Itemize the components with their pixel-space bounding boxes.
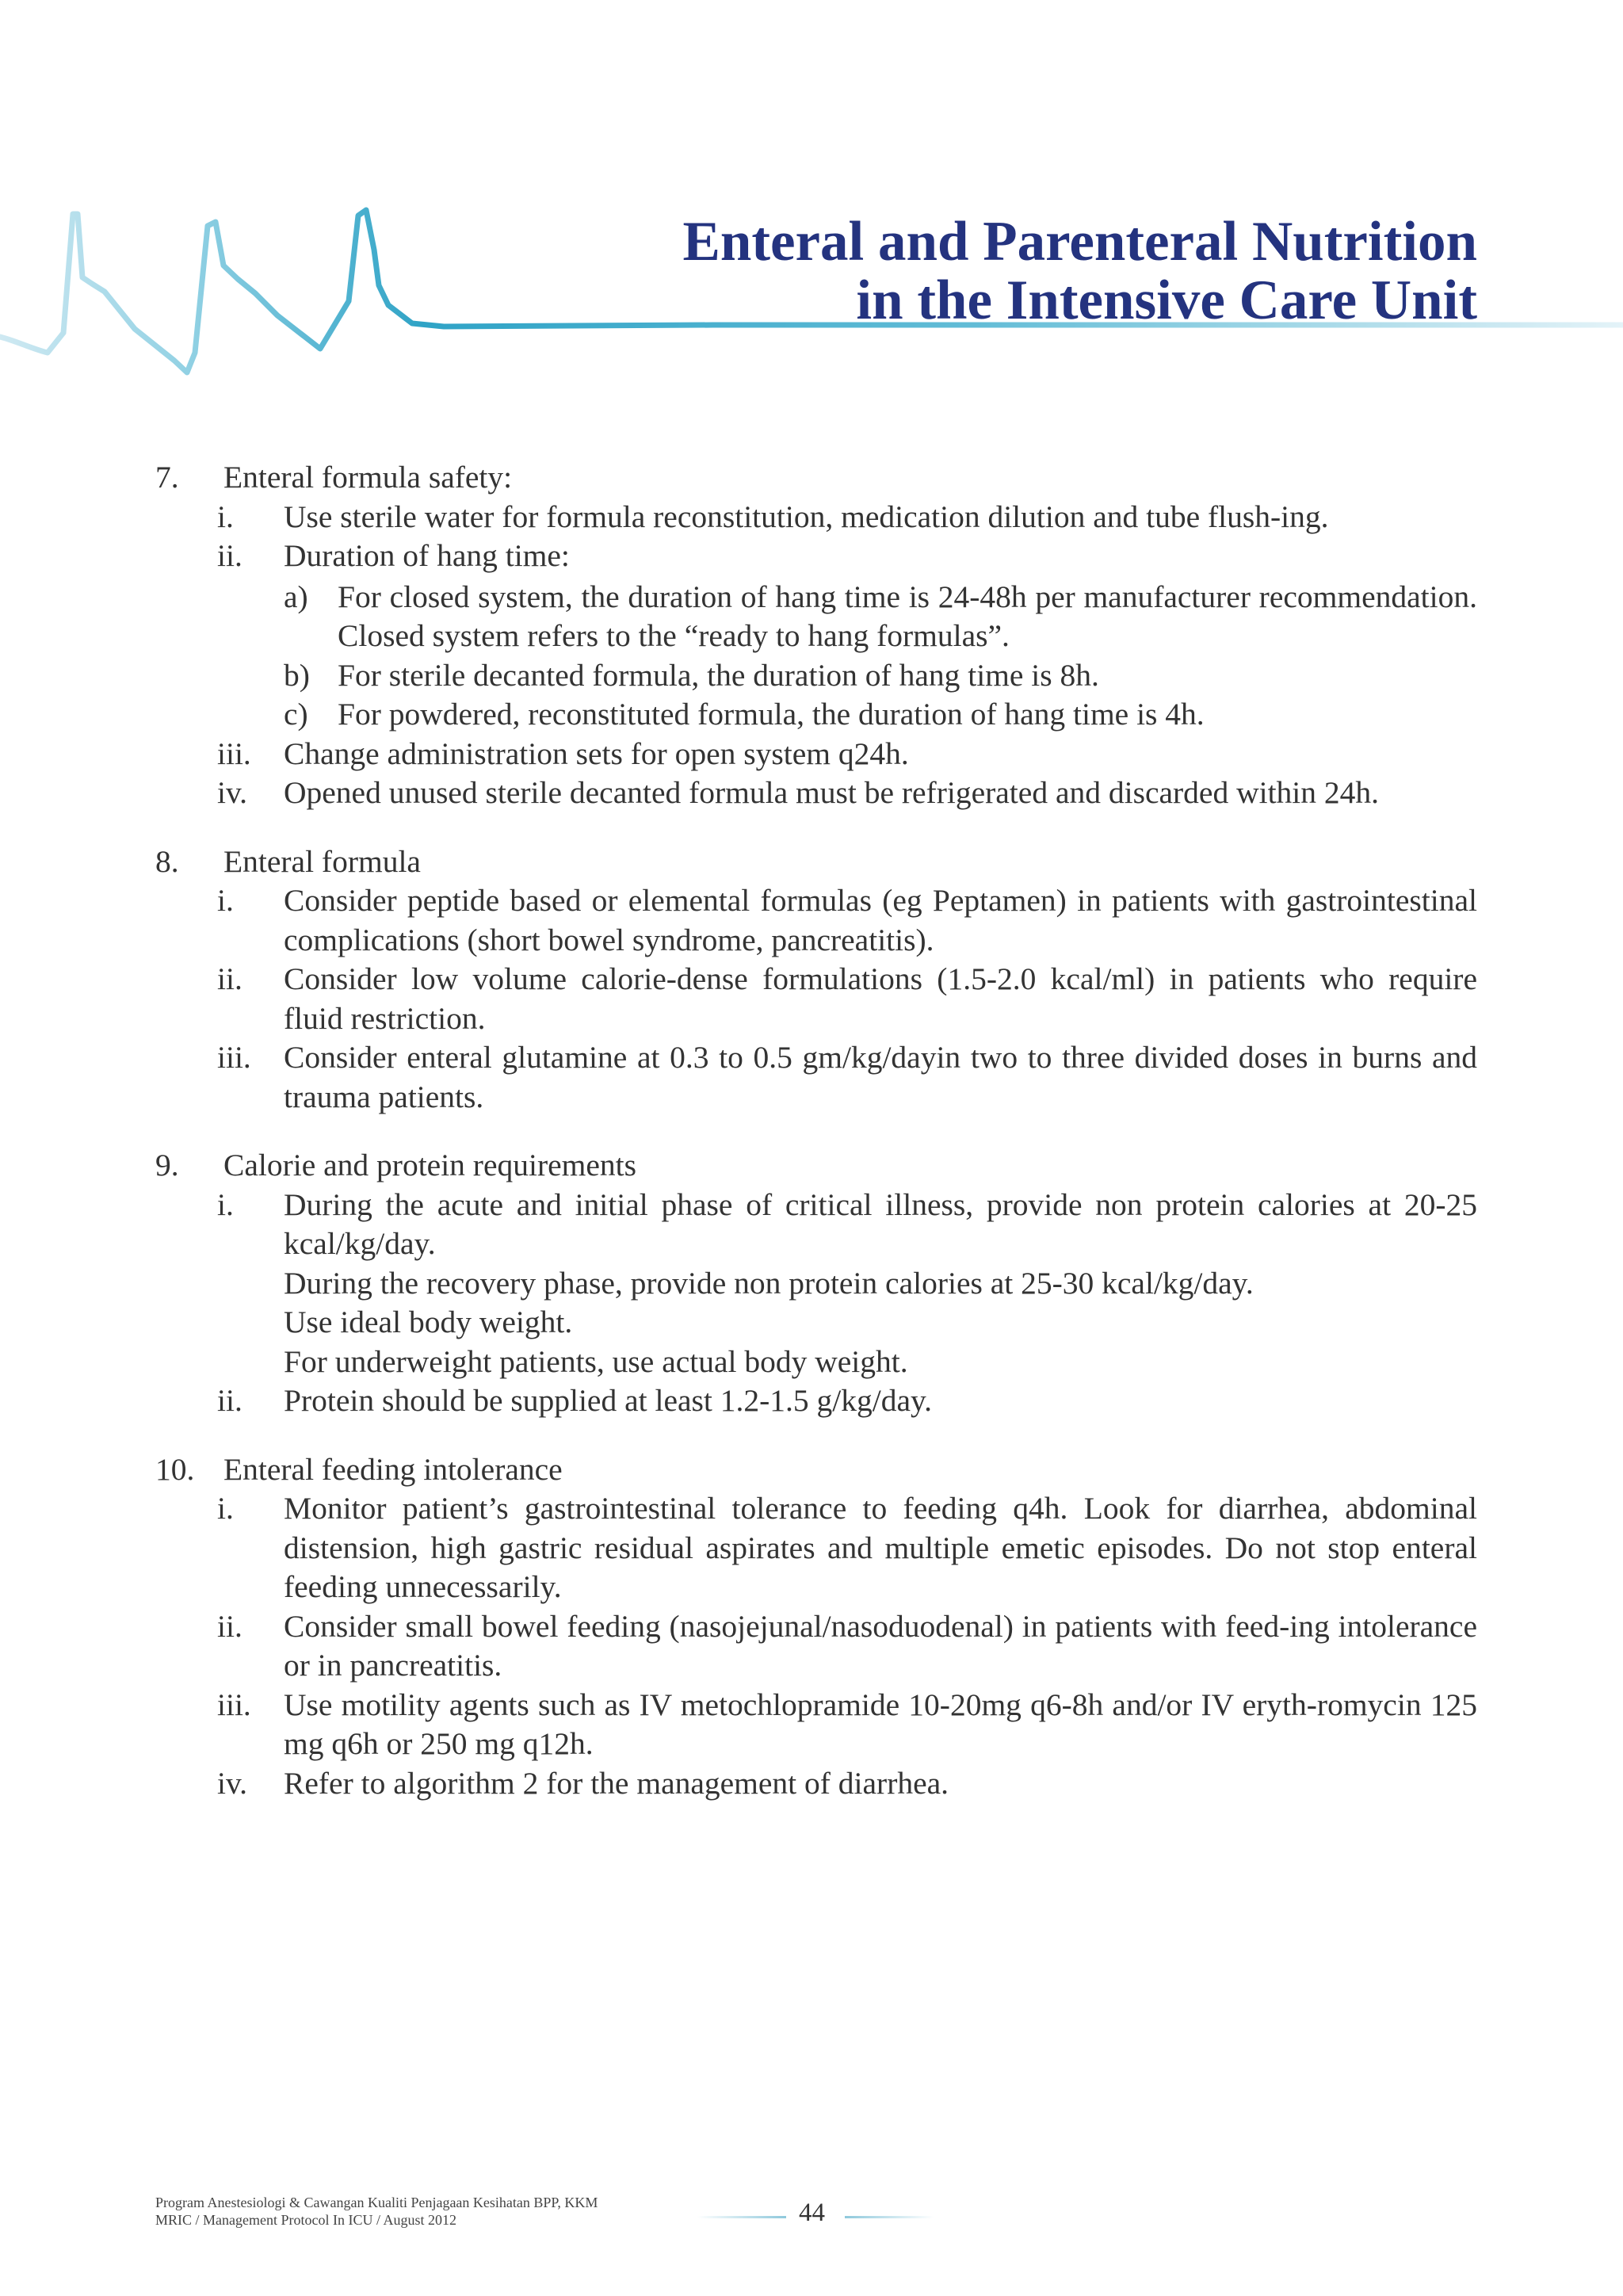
list-item <box>217 774 1477 813</box>
item-numeral: ii. <box>217 1608 242 1644</box>
list-item <box>217 1686 1477 1764</box>
item-numeral: iii. <box>217 735 251 771</box>
item-text: Use sterile water for formula reconstitution, medication dilution and tube flush-ing. <box>284 499 1329 534</box>
sub-item <box>284 695 1477 735</box>
sub-item-text: For closed system, the duration of hang time is 24-48h per manufacturer recommendation. Closed system refers to the “ready to hang formulas”. <box>338 579 1477 653</box>
section-number: 7. <box>155 460 179 495</box>
item-text: Consider peptide based or elemental formulas (eg Peptamen) in patients with gastrointestinal complications (short bowel syndrome, pancreatitis). <box>284 883 1477 957</box>
list-item <box>217 1381 1477 1421</box>
list-item <box>217 537 1477 735</box>
item-numeral: iii. <box>217 1687 251 1722</box>
item-extra-line: During the recovery phase, provide non protein calories at 25-30 kcal/kg/day. <box>284 1265 1254 1301</box>
item-numeral: iv. <box>217 775 248 810</box>
section-9 <box>155 1146 1477 1421</box>
item-extra-line: For underweight patients, use actual body weight. <box>284 1343 908 1379</box>
sub-item <box>284 578 1477 656</box>
item-text: Refer to algorithm 2 for the management of diarrhea. <box>284 1765 949 1801</box>
item-numeral: ii. <box>217 961 242 996</box>
sub-item <box>284 656 1477 696</box>
item-numeral: i. <box>217 1186 234 1222</box>
list-item <box>217 498 1477 537</box>
sub-item-letter: a) <box>284 579 308 614</box>
sub-item-letter: c) <box>284 697 308 732</box>
section-title: Enteral formula safety: <box>223 460 513 495</box>
item-text: Consider low volume calorie-dense formulations (1.5-2.0 kcal/ml) in patients who require fluid restriction. <box>284 961 1477 1036</box>
title-line-2: in the Intensive Care Unit <box>856 269 1477 331</box>
list-item <box>217 1607 1477 1686</box>
section-10 <box>155 1450 1477 1804</box>
list-item <box>217 1764 1477 1804</box>
section-title: Enteral formula <box>223 843 421 879</box>
item-text: Opened unused sterile decanted formula must be refrigerated and discarded within 24h. <box>284 775 1380 810</box>
section-number: 9. <box>155 1148 179 1182</box>
item-numeral: i. <box>217 1491 234 1526</box>
item-text: Protein should be supplied at least 1.2-1.5 g/kg/day. <box>284 1383 933 1418</box>
item-numeral: iii. <box>217 1040 251 1075</box>
item-text: Duration of hang time: <box>284 538 570 573</box>
footer-divider-right <box>845 2216 934 2218</box>
section-title: Enteral feeding intolerance <box>223 1451 563 1487</box>
list-item <box>217 1038 1477 1117</box>
page-number: 44 <box>799 2199 825 2227</box>
section-7 <box>155 458 1477 813</box>
section-8 <box>155 842 1477 1117</box>
item-numeral: iv. <box>217 1765 248 1801</box>
item-numeral: ii. <box>217 1383 242 1418</box>
item-text: During the acute and initial phase of critical illness, provide non protein calories at 20-25 kcal/kg/day. <box>284 1186 1477 1261</box>
footer-line-2: MRIC / Management Protocol In ICU / August 2012 <box>155 2212 456 2228</box>
item-text: Consider small bowel feeding (nasojejunal/nasoduodenal) in patients with feed-ing intolerance or in pancreatitis. <box>284 1608 1477 1683</box>
item-numeral: ii. <box>217 538 242 573</box>
section-number: 8. <box>155 843 179 879</box>
footer-credits <box>155 2194 598 2229</box>
section-title: Calorie and protein requirements <box>223 1148 637 1182</box>
list-item <box>217 960 1477 1038</box>
page-title <box>683 212 1477 330</box>
list-item <box>217 1186 1477 1382</box>
sub-item-text: For sterile decanted formula, the duration of hang time is 8h. <box>338 657 1099 693</box>
footer-divider-left <box>697 2216 786 2218</box>
title-line-1: Enteral and Parenteral Nutrition <box>682 211 1477 273</box>
sub-item-letter: b) <box>284 657 310 693</box>
item-text: Use motility agents such as IV metochlopramide 10-20mg q6-8h and/or IV eryth-romycin 125 mg q6h or 250 mg q12h. <box>284 1687 1477 1761</box>
main-content <box>155 458 1477 1832</box>
section-number: 10. <box>155 1451 195 1487</box>
item-text: Monitor patient’s gastrointestinal tolerance to feeding q4h. Look for diarrhea, abdominal distension, high gastric residual aspirates and multiple emetic episodes. Do not stop enteral feeding unnecessarily. <box>284 1491 1477 1604</box>
item-numeral: i. <box>217 883 234 918</box>
sub-item-text: For powdered, reconstituted formula, the duration of hang time is 4h. <box>338 697 1205 732</box>
list-item <box>217 881 1477 960</box>
item-numeral: i. <box>217 499 234 534</box>
item-extra-line: Use ideal body weight. <box>284 1305 573 1339</box>
item-text: Consider enteral glutamine at 0.3 to 0.5 gm/kg/dayin two to three divided doses in burns and trauma patients. <box>284 1040 1477 1114</box>
footer-line-1: Program Anestesiologi & Cawangan Kualiti Penjagaan Kesihatan BPP, KKM <box>155 2195 598 2210</box>
list-item <box>217 1489 1477 1607</box>
list-item <box>217 735 1477 774</box>
item-text: Change administration sets for open system q24h. <box>284 735 909 771</box>
